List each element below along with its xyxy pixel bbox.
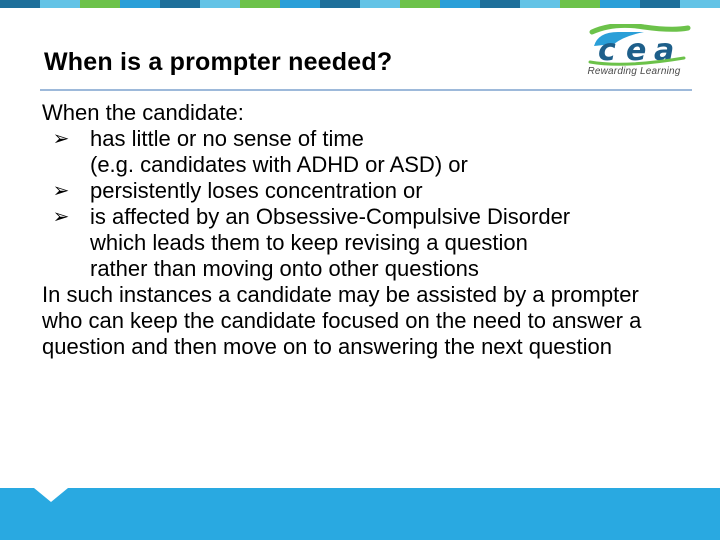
footer-bar bbox=[0, 488, 720, 540]
title-divider bbox=[40, 89, 692, 91]
arrow-bullet-icon: ➢ bbox=[52, 128, 70, 150]
color-stripe bbox=[280, 0, 320, 8]
color-stripe bbox=[600, 0, 640, 8]
color-stripe bbox=[400, 0, 440, 8]
color-stripe bbox=[80, 0, 120, 8]
color-stripe bbox=[480, 0, 520, 8]
bullet-item bbox=[42, 178, 682, 204]
color-stripe bbox=[680, 0, 720, 8]
color-stripe bbox=[240, 0, 280, 8]
bullet-text: which leads them to keep revising a question bbox=[90, 230, 528, 255]
bullet-text: persistently loses concentration or bbox=[90, 178, 423, 203]
logo-letter-c: c bbox=[598, 33, 616, 68]
slide-body bbox=[42, 100, 682, 360]
bullet-text: is affected by an Obsessive-Compulsive Disorder bbox=[90, 204, 571, 229]
color-stripe bbox=[520, 0, 560, 8]
bullet-text: has little or no sense of time bbox=[90, 126, 364, 151]
bullet-item bbox=[42, 204, 682, 282]
color-stripe bbox=[160, 0, 200, 8]
arrow-bullet-icon: ➢ bbox=[52, 180, 70, 202]
color-stripe bbox=[320, 0, 360, 8]
intro-text: When the candidate: bbox=[42, 100, 244, 125]
bullet-text: rather than moving onto other questions bbox=[90, 256, 479, 281]
bullet-item bbox=[42, 126, 682, 178]
logo-letter-a: a bbox=[654, 33, 675, 68]
bullet-list bbox=[42, 126, 682, 282]
color-stripe bbox=[120, 0, 160, 8]
color-stripe bbox=[40, 0, 80, 8]
ccea-logo bbox=[584, 24, 696, 82]
bullet-text: (e.g. candidates with ADHD or ASD) or bbox=[90, 152, 468, 177]
logo-letter-e: e bbox=[626, 33, 647, 68]
color-stripe bbox=[200, 0, 240, 8]
summary-paragraph: In such instances a candidate may be assisted by a prompter who can keep the candidate focused on the need to answer a question and then move on to answering the next question bbox=[42, 282, 642, 359]
top-color-stripes bbox=[0, 0, 720, 8]
color-stripe bbox=[0, 0, 40, 8]
color-stripe bbox=[360, 0, 400, 8]
color-stripe bbox=[640, 0, 680, 8]
slide-title: When is a prompter needed? bbox=[44, 48, 393, 76]
color-stripe bbox=[560, 0, 600, 8]
arrow-bullet-icon: ➢ bbox=[52, 206, 70, 228]
color-stripe bbox=[440, 0, 480, 8]
logo-tagline: Rewarding Learning bbox=[587, 66, 681, 77]
footer-notch bbox=[34, 488, 68, 502]
